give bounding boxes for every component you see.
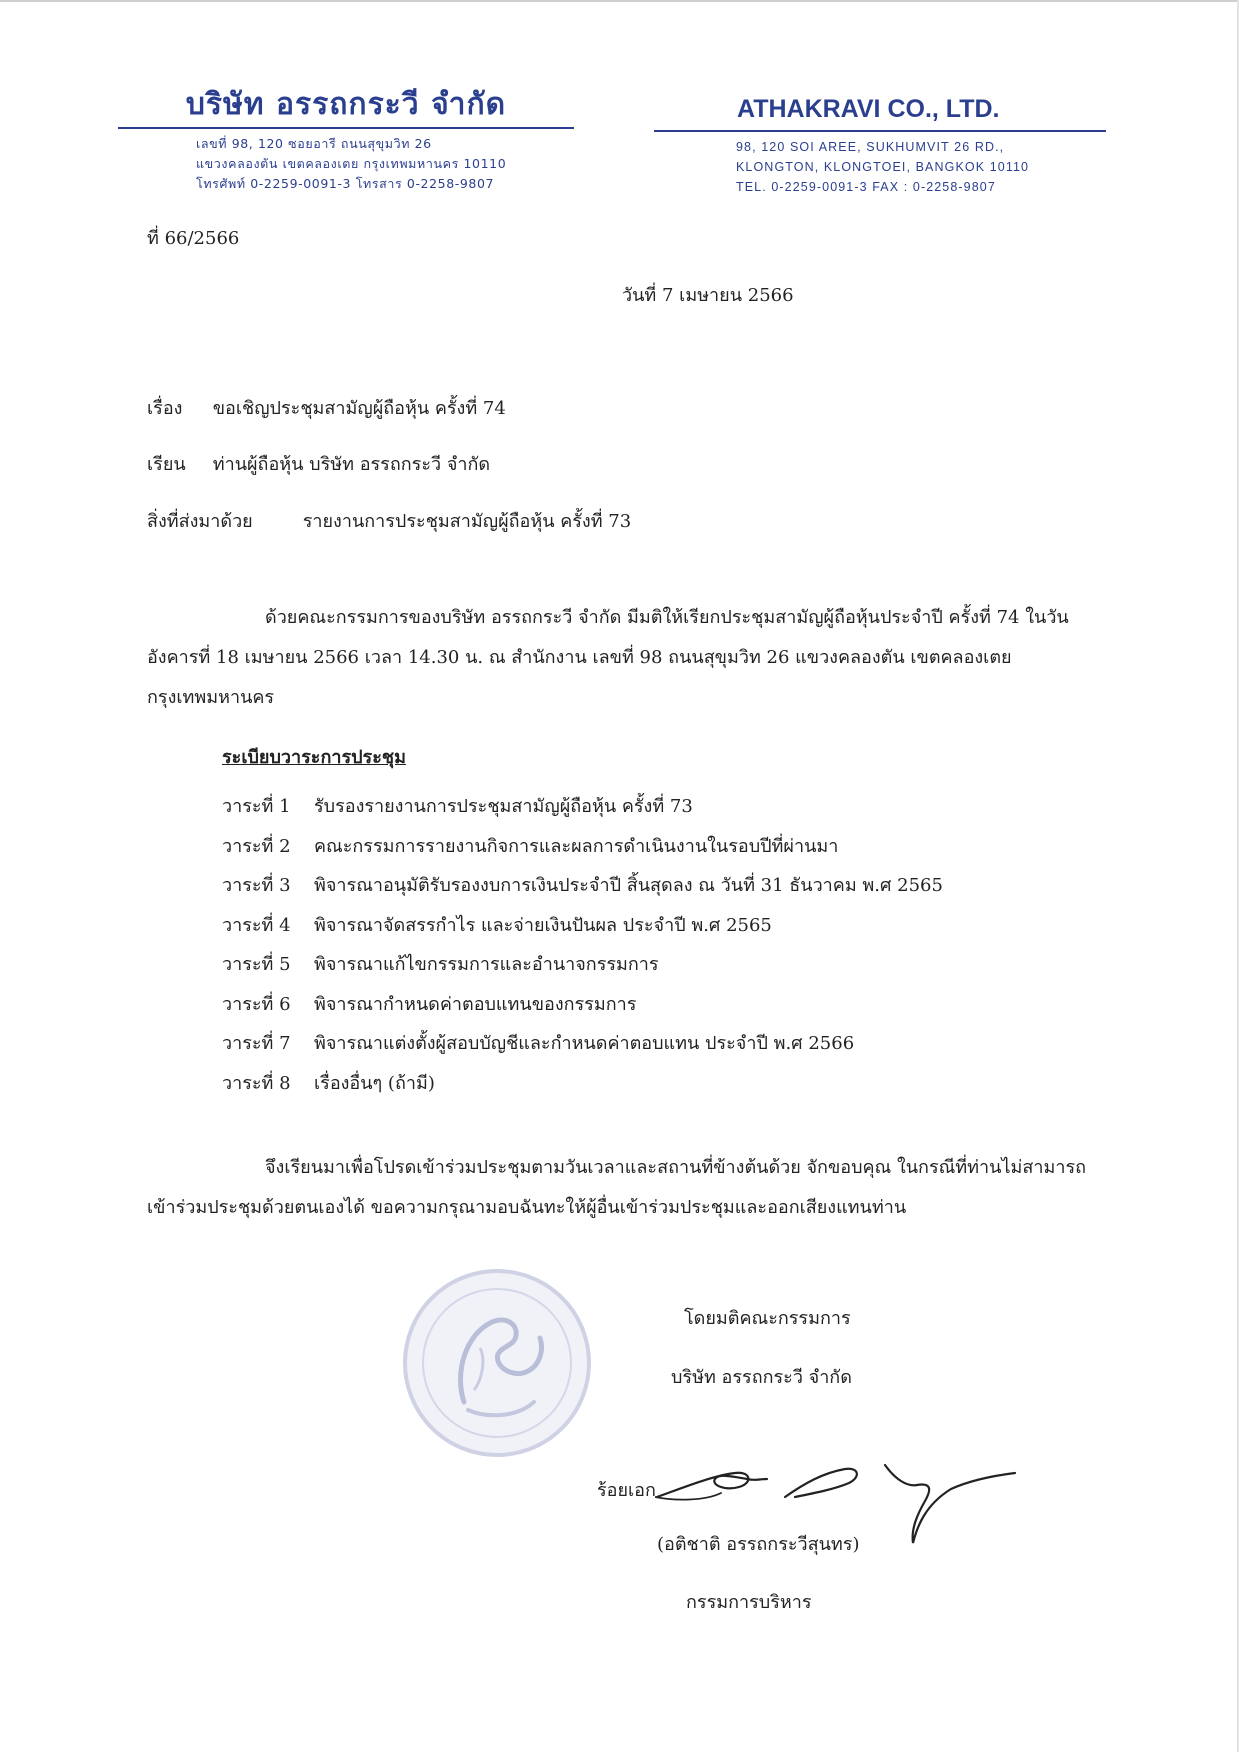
- letterhead-thai: [118, 88, 574, 122]
- closing-text: จึงเรียนมาเพื่อโปรดเข้าร่วมประชุมตามวันเวลาและสถานที่ข้างต้นด้วย จักขอบคุณ ในกรณีที่ท่านไม่สามารถเข้าร่วมประชุมด้วยตนเองได้ ขอความกรุณามอบฉันทะให้ผู้อื่นเข้าร่วมประชุมและออกเสียงแทนท่าน: [147, 1157, 1087, 1218]
- recipient-label: เรียน: [147, 454, 186, 475]
- letterhead-english: [655, 94, 1105, 124]
- address-english: [736, 137, 1029, 197]
- agenda-item-number: วาระที่ 7: [222, 1033, 291, 1054]
- intro-text: ด้วยคณะกรรมการของบริษัท อรรถกระวี จำกัด มีมติให้เรียกประชุมสามัญผู้ถือหุ้นประจำปี ครั้งที่ 74 ในวันอังคารที่ 18 เมษายน 2566 เวลา 14.30 น. ณ สำนักงาน เลขที่ 98 ถนนสุขุมวิท 26 แขวงคลองตัน เขตคลองเตย กรุงเทพมหานคร: [147, 607, 1069, 708]
- agenda-item-number: วาระที่ 2: [222, 835, 291, 857]
- agenda-item-text: เรื่องอื่นๆ (ถ้ามี): [314, 1072, 435, 1094]
- company-name-thai: บริษัท อรรถกระวี จำกัด: [185, 87, 507, 122]
- letter-date: วันที่ 7 เมษายน 2566: [622, 285, 794, 306]
- address-thai-line: เลขที่ 98, 120 ซอยอารี ถนนสุขุมวิท 26: [196, 136, 432, 151]
- intro-paragraph: [147, 598, 1097, 718]
- enclosure-text: รายงานการประชุมสามัญผู้ถือหุ้น ครั้งที่ 73: [302, 511, 632, 532]
- agenda-item-number: วาระที่ 1: [222, 796, 291, 817]
- signer-rank: ร้อยเอก: [597, 1480, 656, 1501]
- enclosure-label: สิ่งที่ส่งมาด้วย: [147, 511, 253, 532]
- address-english-line: KLONGTON, KLONGTOEI, BANGKOK 10110: [736, 160, 1030, 174]
- agenda-item-number: วาระที่ 4: [222, 914, 291, 936]
- subject-label: เรื่อง: [147, 398, 183, 419]
- agenda-item-number: วาระที่ 3: [222, 875, 291, 896]
- recipient-line: [147, 453, 490, 477]
- address-english-line: 98, 120 SOI AREE, SUKHUMVIT 26 RD.,: [736, 140, 1005, 154]
- recipient-text: ท่านผู้ถือหุ้น บริษัท อรรถกระวี จำกัด: [212, 454, 491, 475]
- company-seal-stamp: [394, 1262, 600, 1464]
- agenda-item-text: คณะกรรมการรายงานกิจการและผลการดำเนินงานในรอบปีที่ผ่านมา: [314, 835, 839, 857]
- letterhead-rule-right: [654, 130, 1106, 132]
- closing-paragraph: [147, 1148, 1097, 1228]
- agenda-item-text: พิจารณากำหนดค่าตอบแทนของกรรมการ: [314, 993, 637, 1015]
- company-signatory: บริษัท อรรถกระวี จำกัด: [671, 1367, 852, 1388]
- agenda-item: [222, 874, 943, 914]
- agenda-item: [222, 835, 943, 875]
- scan-top-edge: [0, 0, 1239, 2]
- reference-number: ที่ 66/2566: [147, 228, 240, 249]
- signer-name: (อติชาติ อรรถกระวีสุนทร): [657, 1534, 860, 1555]
- subject-text: ขอเชิญประชุมสามัญผู้ถือหุ้น ครั้งที่ 74: [212, 398, 506, 419]
- letterhead-rule-left: [118, 127, 574, 129]
- agenda-item-number: วาระที่ 8: [222, 1072, 291, 1094]
- agenda-item: [222, 1072, 943, 1112]
- subject-line: [147, 397, 506, 421]
- agenda-heading: ระเบียบวาระการประชุม: [222, 747, 406, 768]
- agenda-item-text: รับรองรายงานการประชุมสามัญผู้ถือหุ้น ครั้งที่ 73: [314, 796, 693, 817]
- agenda-item: [222, 914, 943, 954]
- enclosure-line: [147, 510, 631, 534]
- company-name-english: ATHAKRAVI CO., LTD.: [737, 95, 1000, 123]
- agenda-item: [222, 953, 943, 993]
- by-resolution: โดยมติคณะกรรมการ: [684, 1308, 851, 1329]
- address-thai: [196, 134, 506, 194]
- agenda-item-text: พิจารณาจัดสรรกำไร และจ่ายเงินปันผล ประจำปี พ.ศ 2565: [314, 914, 772, 936]
- agenda-item: [222, 795, 943, 835]
- agenda-item-text: พิจารณาแต่งตั้งผู้สอบบัญชีและกำหนดค่าตอบแทน ประจำปี พ.ศ 2566: [314, 1033, 855, 1054]
- address-english-line: TEL. 0-2259-0091-3 FAX : 0-2258-9807: [736, 180, 996, 194]
- agenda-item-text: พิจารณาแก้ไขกรรมการและอำนาจกรรมการ: [314, 954, 659, 975]
- agenda-item-number: วาระที่ 5: [222, 954, 291, 975]
- agenda-item: [222, 993, 943, 1033]
- agenda-list: [222, 795, 943, 1111]
- address-thai-line: แขวงคลองตัน เขตคลองเตย กรุงเทพมหานคร 10110: [196, 156, 507, 171]
- signer-title: กรรมการบริหาร: [686, 1592, 812, 1613]
- agenda-item-number: วาระที่ 6: [222, 993, 291, 1015]
- address-thai-line: โทรศัพท์ 0-2259-0091-3 โทรสาร 0-2258-9807: [196, 176, 495, 191]
- agenda-item-text: พิจารณาอนุมัติรับรองงบการเงินประจำปี สิ้นสุดลง ณ วันที่ 31 ธันวาคม พ.ศ 2565: [314, 875, 943, 896]
- agenda-item: [222, 1032, 943, 1072]
